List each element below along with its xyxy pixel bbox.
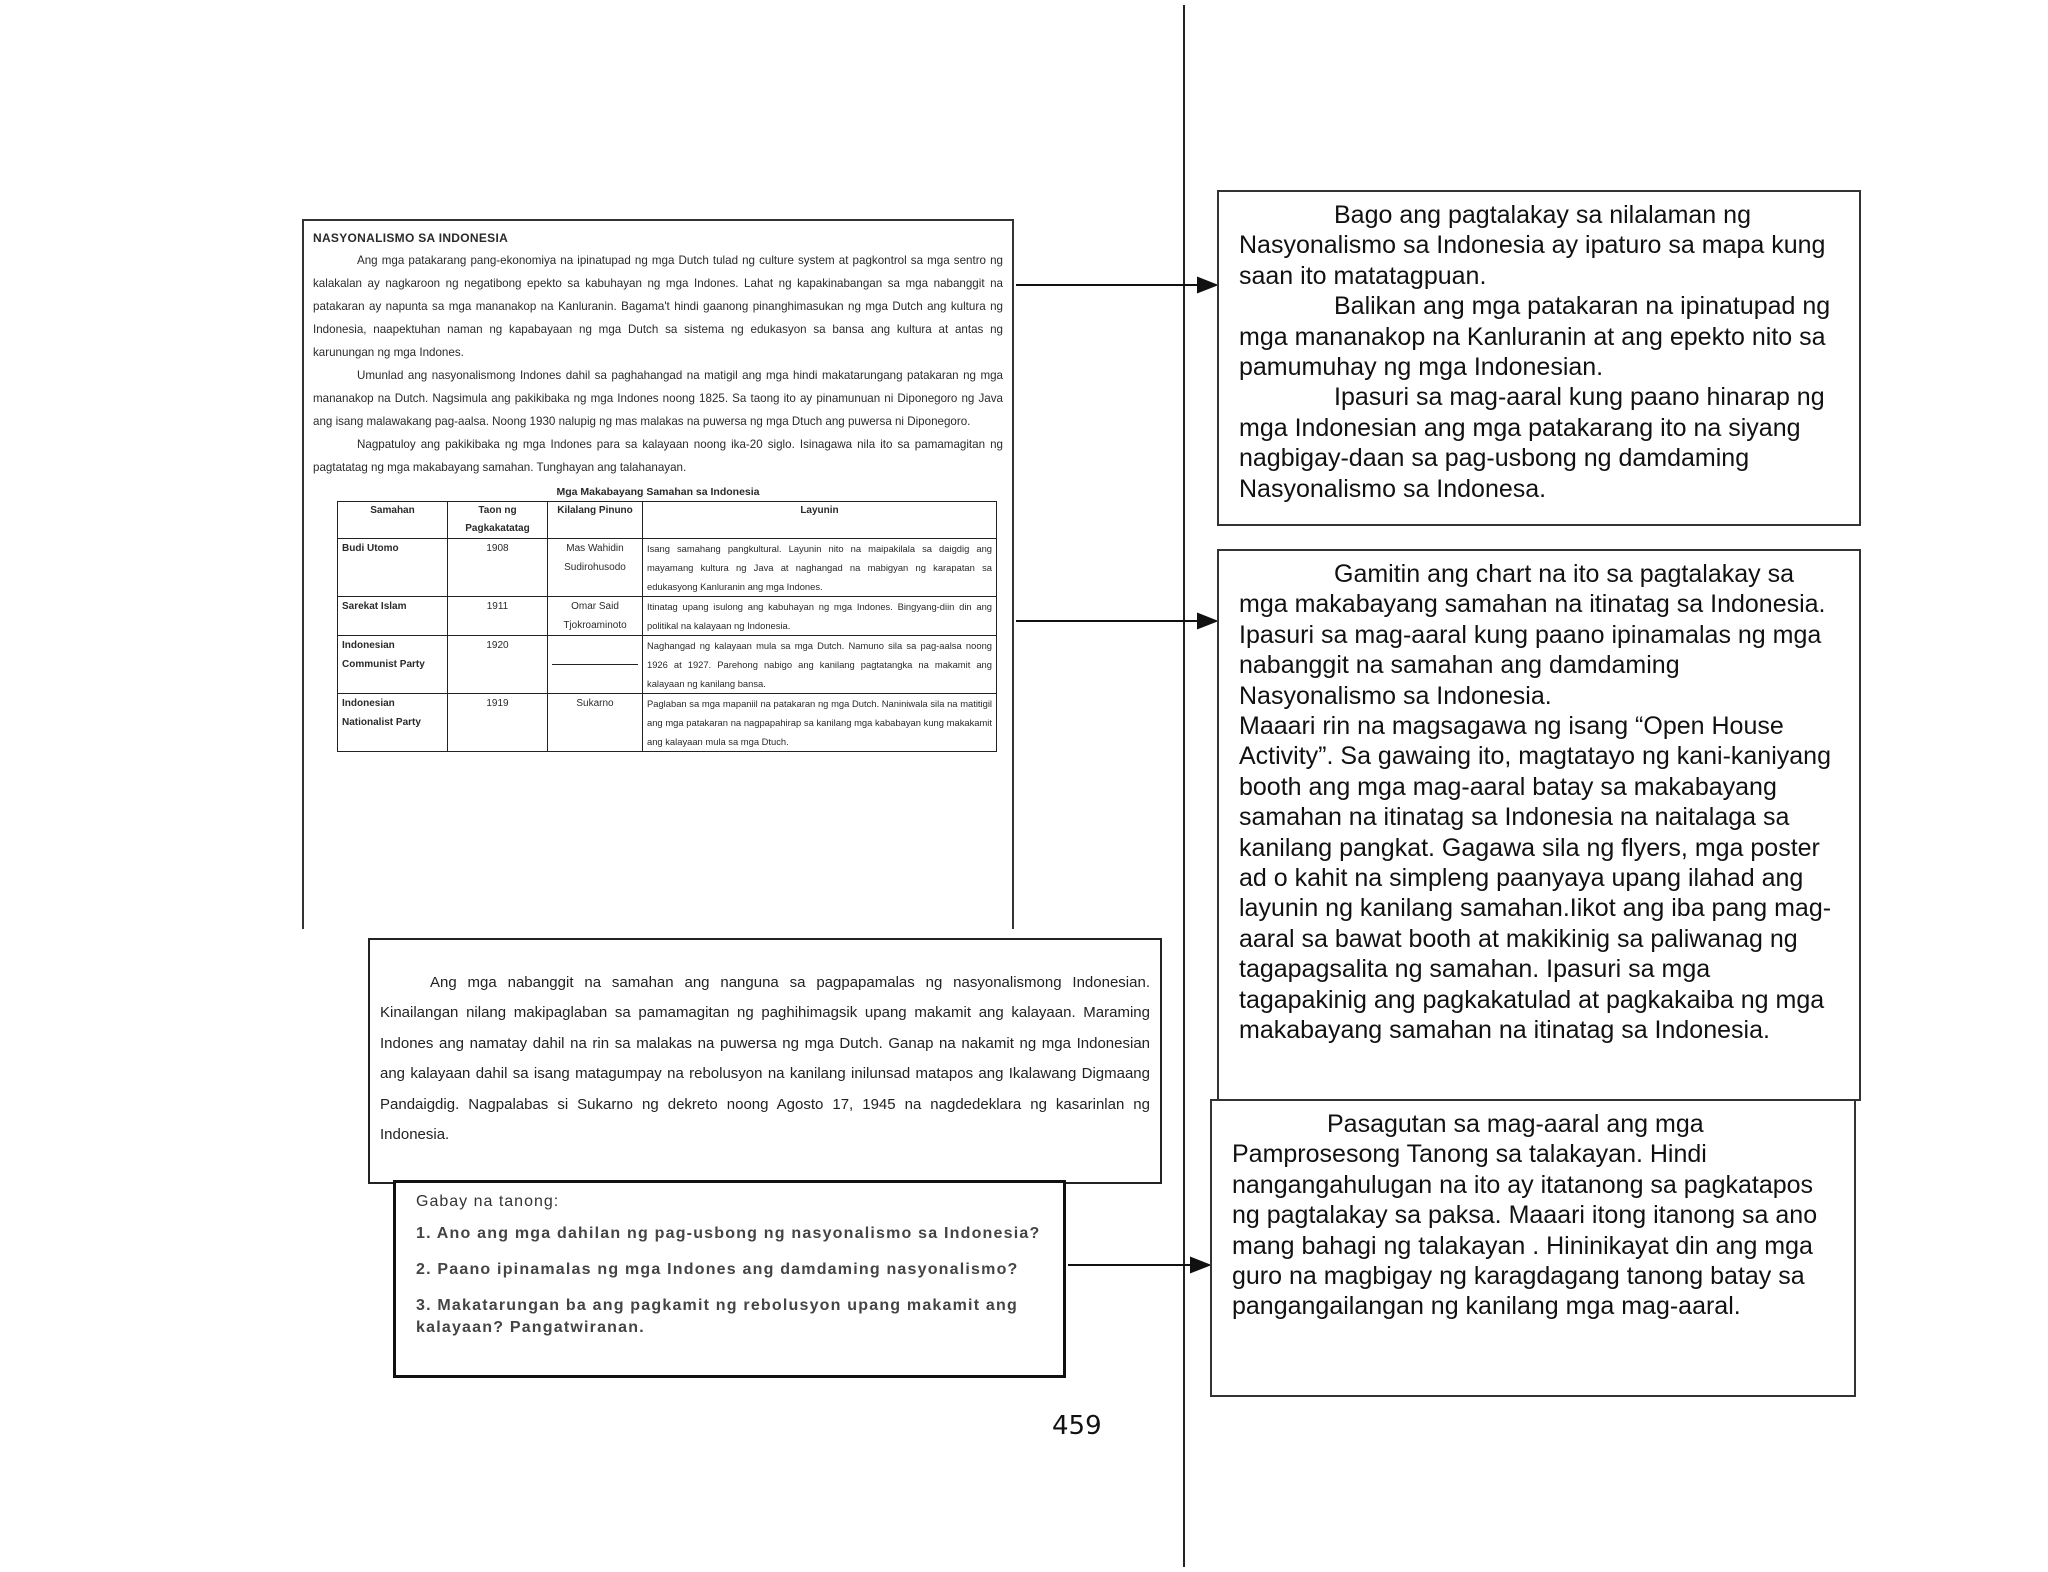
group-leader: Omar Said Tjokroaminoto <box>548 597 643 636</box>
table-row <box>338 597 997 636</box>
note-paragraph: Gamitin ang chart na ito sa pagtalakay sa mga makabayang samahan na itinatag sa Indonesia. Ipasuri sa mag-aaral kung paano ipinamalas ng mga nabanggit na samahan ang damdaming Nasyonalismo sa Indonesia. <box>1239 560 1826 710</box>
table-row <box>338 636 997 694</box>
group-goal: Isang samahang pangkultural. Layunin nito na maipakilala sa daigdig ang mayamang kultura ng Java at naghangad na mabigyan ng karapatan sa edukasyong Kanluranin ang mga Indones. <box>643 539 997 597</box>
column-header: Taon ng Pagkakatatag <box>448 502 548 539</box>
table-row <box>338 539 997 597</box>
table-header-row <box>338 502 997 539</box>
column-header: Samahan <box>338 502 448 539</box>
page-number: 459 <box>1052 1411 1102 1441</box>
fill-in-blank-line <box>552 650 638 665</box>
guide-questions-box <box>393 1180 1066 1378</box>
excerpt-paragraph: Ang mga patakarang pang-ekonomiya na ipinatupad ng mga Dutch tulad ng culture system at pagkontrol sa mga sentro ng kalakalan ay nagkaroon ng negatibong epekto sa kabuhayan ng mga Indones. Lahat ng kapakinabangan sa mga nabanggit na patakaran ay napunta sa mga mananakop na Kanluranin. Bagama't hindi gaanong pinanghimasukan ng mga Dutch ang kultura ng Indonesia, naapektuhan naman ng kapabayaan ng mga Dutch sa sistema ng edukasyon sa bansa ang kultura at antas ng karunungan ng mga Indones. <box>313 254 1003 359</box>
questions-title: Gabay na tanong: <box>416 1193 560 1210</box>
excerpt-paragraph: Umunlad ang nasyonalismong Indones dahil sa paghahangad na matigil ang mga hindi makatarungang patakaran ng mga mananakop na Dutch. Nagsimula ang pakikibaka ng mga Indones noong 1825. Sa taong ito ay pinamunuan ni Diponegoro ng Java ang isang malawakang pag-aalsa. Noong 1930 nalupig ng mas malakas na puwersa ng mga Dtuch ang puwersa ni Diponegoro. <box>313 369 1003 428</box>
group-goal: Itinatag upang isulong ang kabuhayan ng mga Indones. Bingyang-diin din ang politikal na kalayaan ng Indonesia. <box>643 597 997 636</box>
group-name: Indonesian Communist Party <box>338 636 448 694</box>
group-name: Indonesian Nationalist Party <box>338 694 448 752</box>
excerpt-paragraph: Nagpatuloy ang pakikibaka ng mga Indones para sa kalayaan noong ika-20 siglo. Isinagawa nila ito sa pamamagitan ng pagtatatag ng mga makabayang samahan. Tunghayan ang talahanayan. <box>313 438 1003 474</box>
column-header: Kilalang Pinuno <box>548 502 643 539</box>
column-header: Layunin <box>643 502 997 539</box>
textbook-excerpt <box>302 219 1014 929</box>
page-divider-line <box>1183 5 1185 1567</box>
group-goal: Naghangad ng kalayaan mula sa mga Dutch. Namuno sila sa pag-aalsa noong 1926 at 1927. Parehong nabigo ang kanilang pagtatangka na makamit ang kalayaan ng kanilang bansa. <box>643 636 997 694</box>
founding-year: 1911 <box>448 597 548 636</box>
group-leader: Sukarno <box>548 694 643 752</box>
founding-year: 1920 <box>448 636 548 694</box>
note-paragraph: Pasagutan sa mag-aaral ang mga Pamprosesong Tanong sa talakayan. Hindi nangangahulugan na ito ay itatanong sa pagkatapos ng pagtalakay sa paksa. Maaari itong itanong sa ano mang bahagi ng talakayan . Hininikayat din ang mga guro na magbigay ng karagdagang tanong batay sa pangangailangan ng kanilang mga mag-aaral. <box>1232 1110 1818 1321</box>
group-leader-blank <box>548 636 643 694</box>
founding-year: 1919 <box>448 694 548 752</box>
question-item: 2. Paano ipinamalas ng mga Indones ang damdaming nasyonalismo? <box>416 1261 1019 1278</box>
summary-paragraph-box <box>368 938 1162 1184</box>
teacher-note-chart <box>1217 549 1861 1101</box>
teacher-note-questions <box>1210 1099 1856 1397</box>
group-name: Sarekat Islam <box>338 597 448 636</box>
founding-year: 1908 <box>448 539 548 597</box>
note-paragraph: Balikan ang mga patakaran na ipinatupad ng mga mananakop na Kanluranin at ang epekto nito sa pamumuhay ng mga Indonesian. <box>1239 292 1831 382</box>
group-name: Budi Utomo <box>338 539 448 597</box>
table-title: Mga Makabayang Samahan sa Indonesia <box>556 486 760 498</box>
note-paragraph: Bago ang pagtalakay sa nilalaman ng Nasyonalismo sa Indonesia ay ipaturo sa mapa kung saan ito matatagpuan. <box>1239 201 1826 290</box>
table-row <box>338 694 997 752</box>
note-paragraph: Ipasuri sa mag-aaral kung paano hinarap ng mga Indonesian ang mga patakarang ito na siyang nagbigay-daan sa pag-usbong ng damdaming Nasyonalismo sa Indonesa. <box>1239 383 1825 503</box>
question-item: 1. Ano ang mga dahilan ng pag-usbong ng nasyonalismo sa Indonesia? <box>416 1225 1041 1242</box>
summary-paragraph: Ang mga nabanggit na samahan ang nanguna sa pagpapamalas ng nasyonalismong Indonesian. Kinailangan nilang makipaglaban sa pamamagitan ng paghihimagsik upang makamit ang kalayaan. Maraming Indones ang namatay dahil na rin sa malakas na puwersa ng mga Dutch. Ganap na nakamit ng mga Indonesian ang kalayaan dahil sa isang matagumpay na rebolusyon na kanilang inilunsad matapos ang Ikalawang Digmaang Pandaigdig. Nagpalabas si Sukarno ng dekreto noong Agosto 17, 1945 na nagdedeklara ng kasarinlan ng Indonesia. <box>380 974 1150 1144</box>
arrow-2-head <box>1198 614 1216 628</box>
nationalist-groups-table <box>337 501 997 752</box>
note-paragraph: Maaari rin na magsagawa ng isang “Open House Activity”. Sa gawaing ito, magtatayo ng kani-kaniyang booth ang mga mag-aaral batay sa makabayang samahan na itinatag sa Indonesia na naitalaga sa kanilang pangkat. Gagawa sila ng flyers, mga poster ad o kahit na simpleng paanyaya upang ilahad ang layunin ng kanilang samahan.Iikot ang iba pang mag-aaral sa bawat booth at makikinig sa paliwanag ng tagapagsalita ng samahan. Ipasuri sa mga tagapakinig ang pagkakatulad at pagkakaiba ng mga makabayang samahan na itinatag sa Indonesia. <box>1239 712 1832 1045</box>
arrow-1-head <box>1198 278 1216 292</box>
teacher-note-map <box>1217 190 1861 526</box>
excerpt-heading: NASYONALISMO SA INDONESIA <box>313 231 509 245</box>
group-goal: Paglaban sa mga mapaniil na patakaran ng mga Dutch. Naniniwala sila na matitigil ang mga patakaran na nagpapahirap sa kanilang mga kababayan kung makakamit ang kalayaan mula sa mga Dtuch. <box>643 694 997 752</box>
group-leader: Mas Wahidin Sudirohusodo <box>548 539 643 597</box>
arrow-3-head <box>1191 1258 1209 1272</box>
question-item: 3. Makatarungan ba ang pagkamit ng rebolusyon upang makamit ang kalayaan? Pangatwiranan. <box>416 1297 1018 1336</box>
